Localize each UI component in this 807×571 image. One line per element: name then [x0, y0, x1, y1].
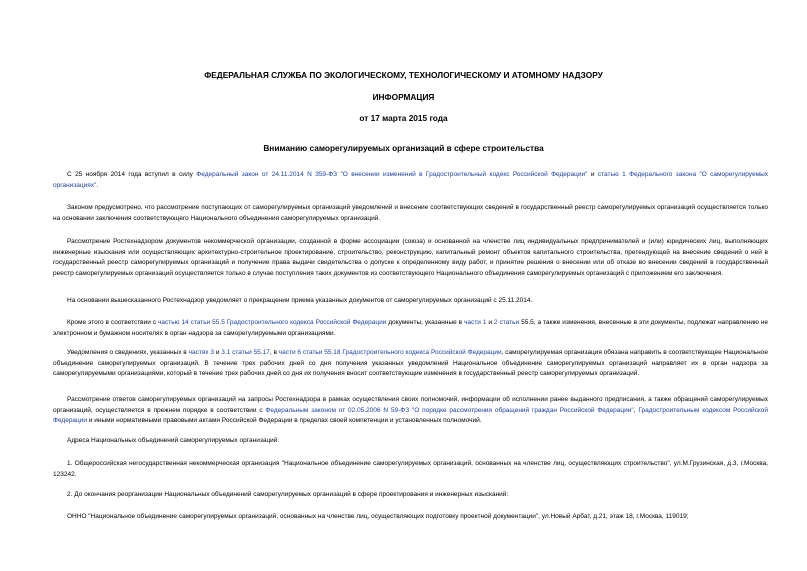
- gk-55-18-part-6-link[interactable]: части 6 статьи 55.18 Градостроительного кодекса Российской Федерации: [278, 349, 502, 356]
- parts-3-link[interactable]: частях 3: [188, 349, 214, 356]
- paragraph-7: [53, 395, 768, 427]
- urban-planning-code-link[interactable]: Градостроительным кодексом Российской Федерации: [53, 406, 769, 424]
- paragraph-5-text-c: и: [486, 319, 494, 326]
- doc-date: от 17 марта 2015 года: [359, 113, 448, 123]
- part-1-link[interactable]: части 1: [464, 319, 487, 326]
- paragraph-6-text-b: и: [214, 349, 222, 356]
- paragraph-7-text-c: и иными нормативными правовыми актами Российской Федерации в пределах своей компетенции и установленных полномочий.: [87, 417, 482, 424]
- paragraph-6-text-d: , саморегулируемая организация обязана направить в соответствующее Национальное объединение саморегулируемых организаций. В течение трех рабочих дней со дня получения указанных уведомлений Национальное объединение саморегулируемых организаций направляет их в орган надзора за саморегулируемыми организациями, который в течение трех рабочих дней со дня их получения вносит соответствующие изменения в государственный реестр саморегулируемых организаций.: [53, 349, 769, 377]
- paragraph-11: ОННО "Национальное объединение саморегулируемых организаций, основанных на членстве лиц, осуществляющих подготовку проектной документации", ул.Новый Арбат, д.21, этаж 18, г.Москва, 119019;: [67, 513, 689, 520]
- paragraph-5-text-b: документы, указанные в: [386, 319, 465, 326]
- article-2-link[interactable]: 2 статьи: [493, 319, 520, 326]
- paragraph-1: [53, 170, 768, 191]
- gk-55-5-part-14-link[interactable]: частью 14 статьи 55.5 Градостроительного кодекса Российской Федерации: [158, 319, 387, 326]
- paragraph-5-text-a: Кроме этого в соответствии с: [67, 319, 159, 326]
- paragraph-6-text-a: Уведомления о сведениях, указанных в: [67, 349, 189, 356]
- paragraph-9: 1. Общероссийская негосударственная некоммерческая организация "Национальное объединение саморегулируемых организаций, основанных на членстве лиц, осуществляющих строительство", ул.М.Грузинская, д.3, г.Москва, 123242.: [53, 460, 768, 478]
- doc-type-heading: ИНФОРМАЦИЯ: [372, 92, 435, 102]
- paragraph-7-text-a: Рассмотрение ответов саморегулируемых организаций на запросы Ростехнадзора в рамках осуществления своих полномочий, информации об исполнении ранее выданного предписания, а также обращений саморегулируемых организаций, осуществляется в прежнем порядке в соответствии с: [53, 396, 768, 414]
- law-359-fz-link[interactable]: Федеральный закон от 24.11.2014 N 359-ФЗ "О внесении изменений в Градостроительный кодекс Российской Федерации": [196, 171, 588, 178]
- law-59-fz-link[interactable]: Федеральным законом от 02.05.2006 N 59-ФЗ "О порядке рассмотрения обращений граждан Российской Федерации": [265, 406, 634, 414]
- paragraph-6: [53, 348, 768, 380]
- paragraph-5-text-d: 55.5, а также изменения, внесенные в эти документы, подлежат направлению не электронном и бумажном носителях в орган надзора за саморегулируемыми организациями.: [53, 319, 768, 337]
- paragraph-4: На основании вышесказанного Ростехнадзор уведомляет о прекращении приема указанных документов от саморегулируемых организаций с 25.11.2014.: [67, 297, 533, 304]
- paragraph-5: [53, 318, 768, 339]
- paragraph-8: Адреса Национальных объединений саморегулируемых организаций:: [67, 437, 280, 444]
- paragraph-6-text-c: , в: [269, 349, 279, 356]
- doc-subject: Вниманию саморегулируемых организаций в сфере строительства: [263, 143, 544, 153]
- paragraph-10: 2. До окончания реорганизации Национальных объединений саморегулируемых организаций в сфере проектирования и инженерных изысканий:: [67, 491, 509, 498]
- article-55-17-link[interactable]: 3.1 статьи 55.17: [221, 349, 270, 356]
- agency-heading: ФЕДЕРАЛЬНАЯ СЛУЖБА ПО ЭКОЛОГИЧЕСКОМУ, ТЕХНОЛОГИЧЕСКОМУ И АТОМНОМУ НАДЗОРУ: [204, 70, 603, 80]
- sro-law-article-1-link[interactable]: статью 1 Федерального закона "О саморегулируемых организациях": [53, 171, 768, 189]
- paragraph-3: Рассмотрение Ростехнадзором документов некоммерческой организации, созданной в форме ассоциации (союза) и основанной на членстве лиц индивидуальных предпринимателей и (или) юридических лиц, выполняющих инженерные изыскания или осуществляющих архитектурно-строительное проектирование, строительство, реконструкцию, капитальный ремонт объектов капитального строительства, претендующей на внесение сведений о ней в государственный реестр саморегулируемых организаций и получение права выдачи свидетельства о допуске к определенному виду работ, и принятие решения о внесении или об отказе во внесении сведений в государственный реестр саморегулируемых организаций осуществляется только в случае поступления таких документов из соответствующего Национального объединения саморегулируемых организаций с приложением его заключения.: [53, 238, 768, 277]
- paragraph-1-text-b: и: [587, 171, 598, 178]
- paragraph-2: Законом предусмотрено, что рассмотрение поступающих от саморегулируемых организаций уведомлений и внесение соответствующих сведений в государственный реестр саморегулируемых организаций осуществляется только на основании заключения соответствующего Национального объединения саморегулируемых организаций.: [53, 204, 768, 222]
- paragraph-7-text-b: ,: [633, 406, 639, 414]
- paragraph-1-text-a: С 25 ноября 2014 года вступил в силу: [67, 171, 197, 178]
- paragraph-1-text-c: .: [96, 181, 99, 189]
